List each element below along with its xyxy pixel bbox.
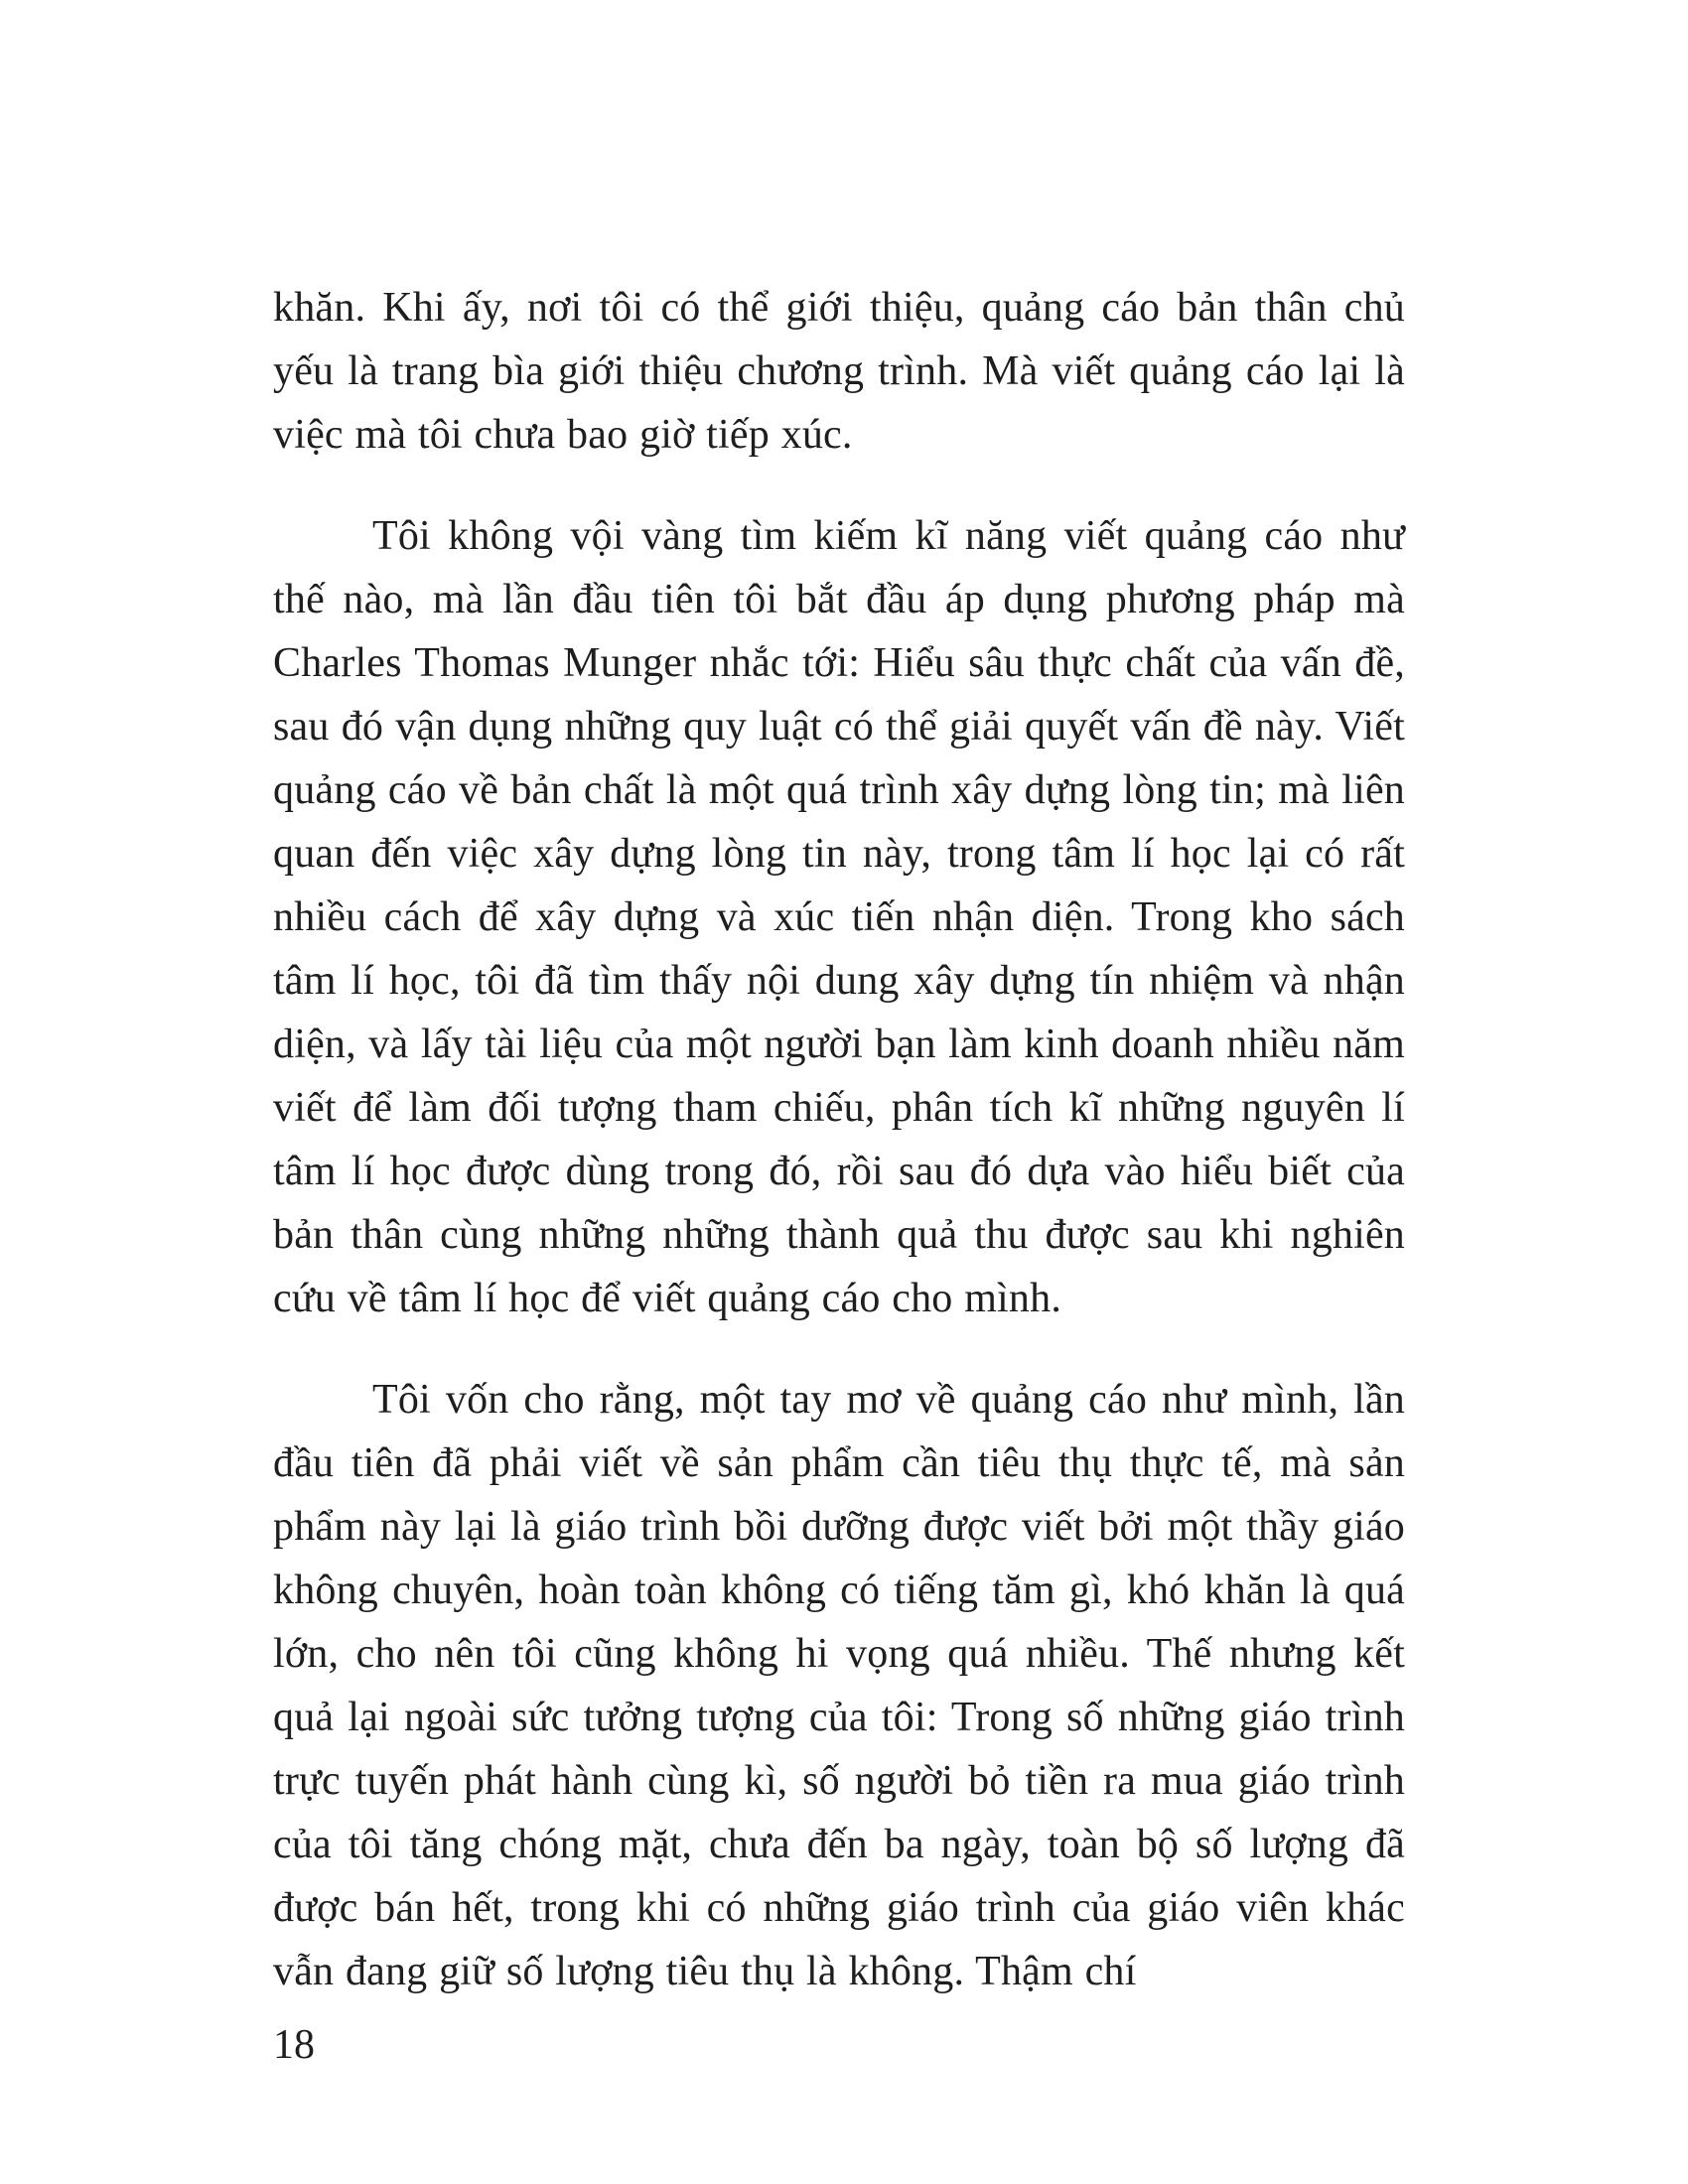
paragraph: Tôi không vội vàng tìm kiếm kĩ năng viết quảng cáo như thế nào, mà lần đầu tiên tôi bắt đầu áp dụng phương pháp mà Charles Thomas Munger nhắc tới: Hiểu sâu thực chất của vấn đề, sau đó vận dụng những quy luật có thể giải quyết vấn đề này. Viết quảng cáo về bản chất là một quá trình xây dựng lòng tin; mà liên quan đến việc xây dựng lòng tin này, trong tâm lí học lại có rất nhiều cách để xây dựng và xúc tiến nhận diện. Trong kho sách tâm lí học, tôi đã tìm thấy nội dung xây dựng tín nhiệm và nhận diện, và lấy tài liệu của một người bạn làm kinh doanh nhiều năm viết để làm đối tượng tham chiếu, phân tích kĩ những nguyên lí tâm lí học được dùng trong đó, rồi sau đó dựa vào hiểu biết của bản thân cùng những những thành quả thu được sau khi nghiên cứu về tâm lí học để viết quảng cáo cho mình. — [273, 513, 1405, 1321]
page-number: 18 — [273, 2022, 315, 2068]
page-text-block — [273, 276, 1405, 2003]
paragraph-continuation: khăn. Khi ấy, nơi tôi có thể giới thiệu, quảng cáo bản thân chủ yếu là trang bìa giới thiệu chương trình. Mà viết quảng cáo lại là việc mà tôi chưa bao giờ tiếp xúc. — [273, 285, 1405, 458]
paragraph: Tôi vốn cho rằng, một tay mơ về quảng cáo như mình, lần đầu tiên đã phải viết về sản phẩm cần tiêu thụ thực tế, mà sản phẩm này lại là giáo trình bồi dưỡng được viết bởi một thầy giáo không chuyên, hoàn toàn không có tiếng tăm gì, khó khăn là quá lớn, cho nên tôi cũng không hi vọng quá nhiều. Thế nhưng kết quả lại ngoài sức tưởng tượng của tôi: Trong số những giáo trình trực tuyến phát hành cùng kì, số người bỏ tiền ra mua giáo trình của tôi tăng chóng mặt, chưa đến ba ngày, toàn bộ số lượng đã được bán hết, trong khi có những giáo trình của giáo viên khác vẫn đang giữ số lượng tiêu thụ là không. Thậm chí — [273, 1377, 1405, 1994]
